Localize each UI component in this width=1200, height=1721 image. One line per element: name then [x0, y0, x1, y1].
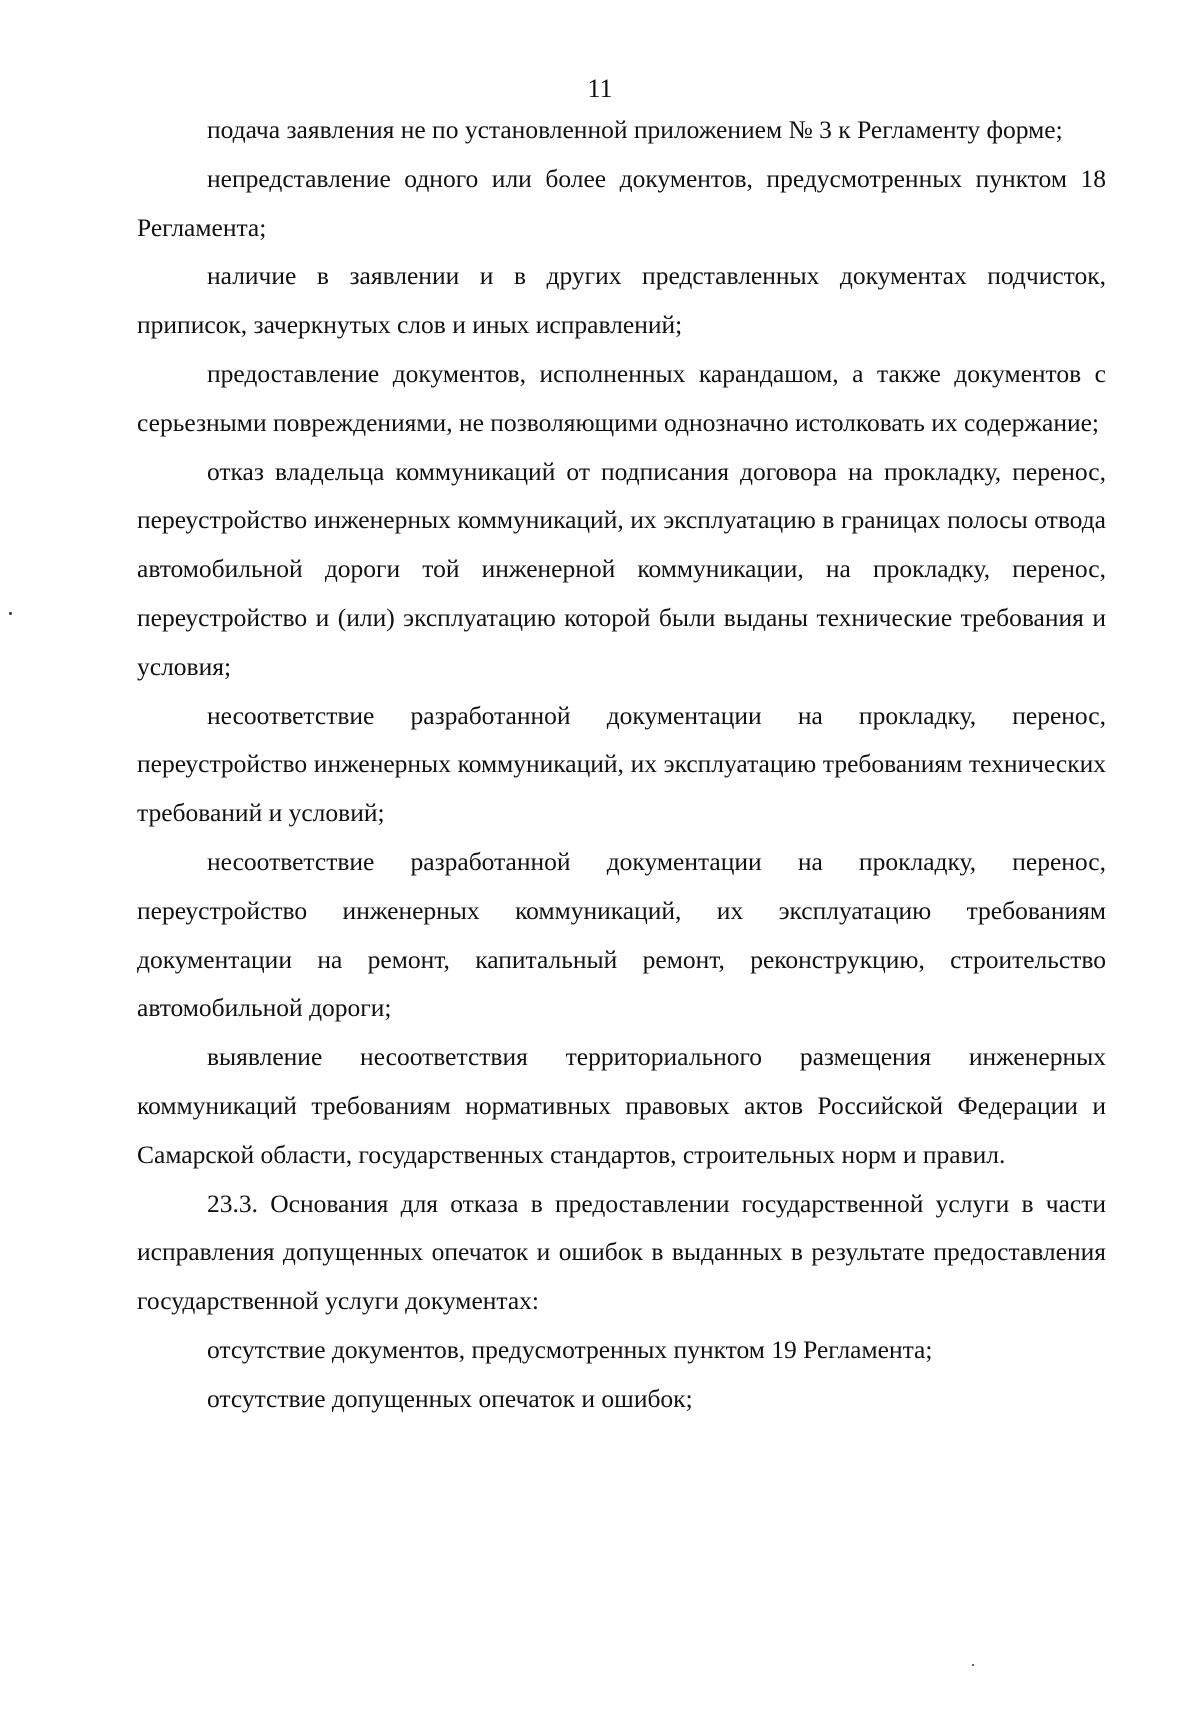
paragraph: предоставление документов, исполненных карандашом, а также документов с серьезными повреждениями, не позволяющими однозначно истолковать их содержание; [137, 358, 1106, 437]
paragraph: непредставление одного или более документов, предусмотренных пунктом 18 Регламента; [137, 163, 1106, 242]
paragraph: отсутствие допущенных опечаток и ошибок; [207, 1383, 693, 1413]
paragraph: 23.3. Основания для отказа в предоставлении государственной услуги в части исправления допущенных опечаток и ошибок в выданных в результате предоставления государственной услуги документах: [137, 1188, 1106, 1316]
paragraph: наличие в заявлении и в других представленных документах подчисток, приписок, зачеркнутых слов и иных исправлений; [137, 261, 1106, 340]
document-body [137, 106, 1106, 1424]
paragraph: отсутствие документов, предусмотренных пунктом 19 Регламента; [207, 1334, 933, 1364]
paragraph: выявление несоответствия территориального размещения инженерных коммуникаций требованиям нормативных правовых актов Российской Федерации и Самарской области, государственных стандартов, строительных норм и правил. [137, 1042, 1106, 1169]
paragraph: подача заявления не по установленной приложением № 3 к Регламенту форме; [207, 115, 1063, 144]
scan-artifact [9, 612, 12, 615]
paragraph: несоответствие разработанной документации на прокладку, перенос, переустройство инженерных коммуникаций, их эксплуатацию требованиям технических требований и условий; [137, 700, 1106, 828]
scan-artifact [972, 1664, 974, 1666]
paragraph: отказ владельца коммуникаций от подписания договора на прокладку, перенос, переустройство инженерных коммуникаций, их эксплуатацию в границах полосы отвода автомобильной дороги той инженерной коммуникации, на прокладку, перенос, переустройство и (или) эксплуатацию которой были выданы технические требования и условия; [137, 456, 1106, 681]
page-number: 11 [587, 74, 613, 103]
paragraph: несоответствие разработанной документации на прокладку, перенос, переустройство инженерных коммуникаций, их эксплуатацию требованиям документации на ремонт, капитальный ремонт, реконструкцию, строительство автомобильной дороги; [137, 846, 1106, 1023]
